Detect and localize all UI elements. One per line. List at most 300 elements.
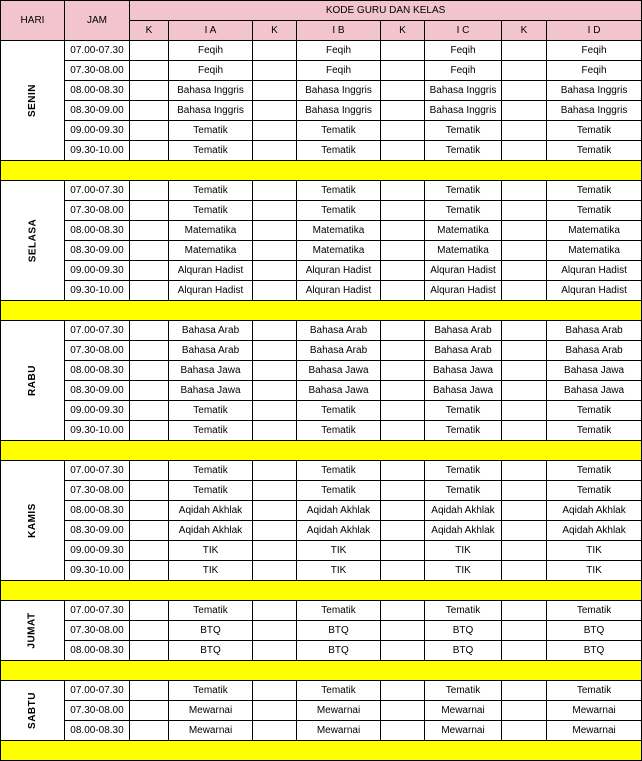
header-k: K [253, 21, 297, 41]
teacher-code-cell [130, 201, 169, 221]
teacher-code-cell [502, 601, 547, 621]
time-cell: 09.30-10.00 [65, 281, 130, 301]
table-row [1, 521, 642, 541]
teacher-code-cell [253, 541, 297, 561]
teacher-code-cell [253, 241, 297, 261]
teacher-code-cell [130, 681, 169, 701]
subject-cell: Alquran Hadist [547, 281, 642, 301]
teacher-code-cell [381, 621, 425, 641]
teacher-code-cell [381, 41, 425, 61]
separator-cell [1, 741, 642, 761]
teacher-code-cell [253, 601, 297, 621]
table-row [1, 61, 642, 81]
time-cell: 07.00-07.30 [65, 41, 130, 61]
subject-cell: Feqih [297, 61, 381, 81]
subject-cell: Alquran Hadist [425, 261, 502, 281]
time-cell: 09.00-09.30 [65, 261, 130, 281]
subject-cell: Tematik [169, 181, 253, 201]
teacher-code-cell [381, 481, 425, 501]
subject-cell: Tematik [547, 601, 642, 621]
day-cell [1, 601, 65, 661]
subject-cell: TIK [425, 541, 502, 561]
teacher-code-cell [130, 541, 169, 561]
subject-cell: Matematika [169, 241, 253, 261]
teacher-code-cell [253, 81, 297, 101]
table-row [1, 101, 642, 121]
teacher-code-cell [130, 221, 169, 241]
subject-cell: Tematik [297, 121, 381, 141]
subject-cell: TIK [297, 541, 381, 561]
subject-cell: Feqih [297, 41, 381, 61]
time-cell: 07.00-07.30 [65, 601, 130, 621]
subject-cell: Tematik [425, 421, 502, 441]
subject-cell: Bahasa Inggris [547, 101, 642, 121]
subject-cell: Tematik [169, 401, 253, 421]
subject-cell: Bahasa Inggris [169, 101, 253, 121]
day-separator [1, 301, 642, 321]
teacher-code-cell [130, 641, 169, 661]
teacher-code-cell [130, 281, 169, 301]
time-cell: 08.30-09.00 [65, 101, 130, 121]
time-cell: 09.00-09.30 [65, 401, 130, 421]
teacher-code-cell [381, 341, 425, 361]
teacher-code-cell [502, 481, 547, 501]
teacher-code-cell [381, 501, 425, 521]
separator-cell [1, 301, 642, 321]
separator-cell [1, 161, 642, 181]
teacher-code-cell [502, 341, 547, 361]
table-row [1, 201, 642, 221]
teacher-code-cell [130, 361, 169, 381]
teacher-code-cell [502, 141, 547, 161]
teacher-code-cell [253, 321, 297, 341]
teacher-code-cell [502, 721, 547, 741]
subject-cell: BTQ [297, 641, 381, 661]
subject-cell: Bahasa Inggris [425, 101, 502, 121]
subject-cell: TIK [547, 541, 642, 561]
teacher-code-cell [130, 621, 169, 641]
teacher-code-cell [502, 281, 547, 301]
teacher-code-cell [381, 361, 425, 381]
subject-cell: Feqih [169, 61, 253, 81]
table-row [1, 601, 642, 621]
teacher-code-cell [130, 261, 169, 281]
teacher-code-cell [253, 681, 297, 701]
teacher-code-cell [381, 321, 425, 341]
day-label: RABU [26, 365, 38, 396]
table-row [1, 81, 642, 101]
subject-cell: Mewarnai [425, 701, 502, 721]
subject-cell: Tematik [169, 201, 253, 221]
time-cell: 07.30-08.00 [65, 201, 130, 221]
subject-cell: Mewarnai [425, 721, 502, 741]
teacher-code-cell [381, 181, 425, 201]
day-separator [1, 581, 642, 601]
teacher-code-cell [502, 321, 547, 341]
subject-cell: Tematik [297, 141, 381, 161]
subject-cell: Tematik [547, 481, 642, 501]
subject-cell: BTQ [297, 621, 381, 641]
subject-cell: Tematik [425, 181, 502, 201]
teacher-code-cell [381, 61, 425, 81]
teacher-code-cell [502, 521, 547, 541]
time-cell: 08.00-08.30 [65, 221, 130, 241]
separator-cell [1, 661, 642, 681]
teacher-code-cell [502, 681, 547, 701]
subject-cell: Mewarnai [169, 701, 253, 721]
teacher-code-cell [130, 401, 169, 421]
subject-cell: Tematik [547, 421, 642, 441]
subject-cell: Aqidah Akhlak [297, 501, 381, 521]
subject-cell: Tematik [169, 601, 253, 621]
subject-cell: Mewarnai [547, 721, 642, 741]
subject-cell: Mewarnai [297, 701, 381, 721]
subject-cell: Bahasa Arab [297, 321, 381, 341]
teacher-code-cell [253, 421, 297, 441]
teacher-code-cell [253, 261, 297, 281]
teacher-code-cell [130, 141, 169, 161]
teacher-code-cell [381, 521, 425, 541]
subject-cell: Bahasa Jawa [547, 381, 642, 401]
teacher-code-cell [253, 641, 297, 661]
subject-cell: Feqih [425, 61, 502, 81]
teacher-code-cell [502, 221, 547, 241]
teacher-code-cell [130, 561, 169, 581]
teacher-code-cell [253, 721, 297, 741]
subject-cell: Bahasa Jawa [425, 381, 502, 401]
time-cell: 08.00-08.30 [65, 641, 130, 661]
teacher-code-cell [253, 701, 297, 721]
teacher-code-cell [130, 461, 169, 481]
subject-cell: Tematik [547, 201, 642, 221]
subject-cell: Tematik [425, 461, 502, 481]
subject-cell: BTQ [169, 641, 253, 661]
teacher-code-cell [381, 221, 425, 241]
teacher-code-cell [502, 121, 547, 141]
teacher-code-cell [130, 481, 169, 501]
teacher-code-cell [502, 181, 547, 201]
table-row [1, 381, 642, 401]
subject-cell: Bahasa Arab [169, 321, 253, 341]
teacher-code-cell [253, 41, 297, 61]
subject-cell: Feqih [547, 41, 642, 61]
subject-cell: Bahasa Jawa [297, 381, 381, 401]
teacher-code-cell [502, 381, 547, 401]
subject-cell: Matematika [547, 221, 642, 241]
teacher-code-cell [502, 641, 547, 661]
day-label: JUMAT [26, 612, 38, 649]
teacher-code-cell [130, 101, 169, 121]
subject-cell: Matematika [425, 241, 502, 261]
teacher-code-cell [253, 621, 297, 641]
header-kode-guru-dan-kelas: KODE GURU DAN KELAS [130, 1, 642, 21]
teacher-code-cell [502, 561, 547, 581]
subject-cell: BTQ [425, 621, 502, 641]
teacher-code-cell [502, 541, 547, 561]
teacher-code-cell [502, 81, 547, 101]
subject-cell: Tematik [297, 181, 381, 201]
subject-cell: Tematik [425, 121, 502, 141]
teacher-code-cell [381, 701, 425, 721]
subject-cell: TIK [297, 561, 381, 581]
teacher-code-cell [502, 361, 547, 381]
teacher-code-cell [253, 381, 297, 401]
day-cell [1, 41, 65, 161]
subject-cell: Tematik [547, 681, 642, 701]
day-separator [1, 661, 642, 681]
teacher-code-cell [130, 521, 169, 541]
schedule-body [1, 41, 642, 761]
table-row [1, 481, 642, 501]
teacher-code-cell [381, 461, 425, 481]
subject-cell: Tematik [297, 681, 381, 701]
subject-cell: Matematika [297, 221, 381, 241]
subject-cell: Tematik [169, 461, 253, 481]
time-cell: 09.30-10.00 [65, 421, 130, 441]
teacher-code-cell [502, 421, 547, 441]
subject-cell: Aqidah Akhlak [425, 501, 502, 521]
header-jam: JAM [65, 1, 130, 41]
teacher-code-cell [381, 721, 425, 741]
time-cell: 07.30-08.00 [65, 701, 130, 721]
subject-cell: Tematik [169, 681, 253, 701]
teacher-code-cell [381, 141, 425, 161]
time-cell: 07.30-08.00 [65, 61, 130, 81]
teacher-code-cell [381, 101, 425, 121]
header-hari: HARI [1, 1, 65, 41]
teacher-code-cell [381, 561, 425, 581]
subject-cell: Tematik [547, 141, 642, 161]
subject-cell: TIK [169, 541, 253, 561]
subject-cell: Mewarnai [297, 721, 381, 741]
subject-cell: Aqidah Akhlak [425, 521, 502, 541]
subject-cell: Mewarnai [169, 721, 253, 741]
header-class: I C [425, 21, 502, 41]
table-row [1, 701, 642, 721]
teacher-code-cell [253, 141, 297, 161]
time-cell: 08.00-08.30 [65, 361, 130, 381]
header-class: I B [297, 21, 381, 41]
teacher-code-cell [381, 421, 425, 441]
teacher-code-cell [502, 261, 547, 281]
teacher-code-cell [253, 521, 297, 541]
teacher-code-cell [381, 241, 425, 261]
teacher-code-cell [130, 241, 169, 261]
time-cell: 08.00-08.30 [65, 721, 130, 741]
teacher-code-cell [381, 121, 425, 141]
teacher-code-cell [130, 181, 169, 201]
table-row [1, 641, 642, 661]
subject-cell: Tematik [425, 601, 502, 621]
subject-cell: Tematik [169, 121, 253, 141]
table-row [1, 321, 642, 341]
subject-cell: BTQ [169, 621, 253, 641]
subject-cell: BTQ [547, 641, 642, 661]
teacher-code-cell [253, 561, 297, 581]
subject-cell: Matematika [297, 241, 381, 261]
day-cell [1, 181, 65, 301]
day-label: SENIN [27, 83, 38, 118]
teacher-code-cell [381, 381, 425, 401]
table-row [1, 461, 642, 481]
teacher-code-cell [381, 201, 425, 221]
teacher-code-cell [253, 121, 297, 141]
teacher-code-cell [130, 41, 169, 61]
day-separator [1, 161, 642, 181]
teacher-code-cell [502, 401, 547, 421]
subject-cell: Alquran Hadist [169, 281, 253, 301]
day-cell [1, 461, 65, 581]
table-row [1, 721, 642, 741]
table-row [1, 501, 642, 521]
subject-cell: Bahasa Arab [547, 341, 642, 361]
day-label: SABTU [26, 692, 38, 729]
teacher-code-cell [130, 321, 169, 341]
subject-cell: Tematik [425, 201, 502, 221]
time-cell: 07.30-08.00 [65, 481, 130, 501]
subject-cell: Bahasa Arab [425, 341, 502, 361]
day-separator [1, 741, 642, 761]
teacher-code-cell [253, 101, 297, 121]
teacher-code-cell [130, 501, 169, 521]
time-cell: 07.30-08.00 [65, 341, 130, 361]
subject-cell: Matematika [547, 241, 642, 261]
day-label: KAMIS [26, 503, 38, 538]
time-cell: 09.30-10.00 [65, 141, 130, 161]
subject-cell: Alquran Hadist [547, 261, 642, 281]
teacher-code-cell [381, 281, 425, 301]
header-class: I D [547, 21, 642, 41]
time-cell: 08.30-09.00 [65, 381, 130, 401]
teacher-code-cell [502, 701, 547, 721]
table-row [1, 621, 642, 641]
subject-cell: Tematik [297, 421, 381, 441]
subject-cell: Matematika [169, 221, 253, 241]
time-cell: 08.30-09.00 [65, 521, 130, 541]
teacher-code-cell [253, 501, 297, 521]
subject-cell: TIK [547, 561, 642, 581]
subject-cell: TIK [425, 561, 502, 581]
subject-cell: Tematik [547, 181, 642, 201]
subject-cell: Tematik [425, 481, 502, 501]
teacher-code-cell [502, 201, 547, 221]
header-k: K [130, 21, 169, 41]
teacher-code-cell [502, 41, 547, 61]
subject-cell: Bahasa Inggris [547, 81, 642, 101]
subject-cell: Bahasa Arab [547, 321, 642, 341]
time-cell: 07.00-07.30 [65, 181, 130, 201]
table-row [1, 141, 642, 161]
subject-cell: Tematik [169, 481, 253, 501]
subject-cell: TIK [169, 561, 253, 581]
day-label: SELASA [27, 218, 38, 263]
day-separator [1, 441, 642, 461]
teacher-code-cell [130, 701, 169, 721]
subject-cell: Bahasa Jawa [547, 361, 642, 381]
teacher-code-cell [130, 81, 169, 101]
subject-cell: Tematik [297, 461, 381, 481]
teacher-code-cell [253, 361, 297, 381]
subject-cell: Bahasa Jawa [169, 361, 253, 381]
subject-cell: Bahasa Jawa [169, 381, 253, 401]
teacher-code-cell [130, 121, 169, 141]
teacher-code-cell [253, 61, 297, 81]
subject-cell: Tematik [297, 481, 381, 501]
time-cell: 08.30-09.00 [65, 241, 130, 261]
separator-cell [1, 441, 642, 461]
teacher-code-cell [253, 221, 297, 241]
subject-cell: Alquran Hadist [297, 261, 381, 281]
subject-cell: Bahasa Inggris [169, 81, 253, 101]
subject-cell: Tematik [297, 601, 381, 621]
teacher-code-cell [381, 541, 425, 561]
subject-cell: Aqidah Akhlak [169, 501, 253, 521]
time-cell: 07.00-07.30 [65, 461, 130, 481]
time-cell: 09.00-09.30 [65, 541, 130, 561]
time-cell: 09.00-09.30 [65, 121, 130, 141]
subject-cell: Bahasa Jawa [425, 361, 502, 381]
teacher-code-cell [130, 381, 169, 401]
table-row [1, 241, 642, 261]
day-cell [1, 681, 65, 741]
teacher-code-cell [253, 461, 297, 481]
subject-cell: Bahasa Arab [297, 341, 381, 361]
subject-cell: Aqidah Akhlak [297, 521, 381, 541]
subject-cell: Bahasa Arab [425, 321, 502, 341]
header-k: K [381, 21, 425, 41]
teacher-code-cell [381, 81, 425, 101]
teacher-code-cell [130, 61, 169, 81]
teacher-code-cell [130, 341, 169, 361]
subject-cell: Matematika [425, 221, 502, 241]
subject-cell: Tematik [297, 201, 381, 221]
subject-cell: BTQ [547, 621, 642, 641]
table-row [1, 181, 642, 201]
table-row [1, 41, 642, 61]
subject-cell: Aqidah Akhlak [547, 501, 642, 521]
teacher-code-cell [253, 181, 297, 201]
time-cell: 09.30-10.00 [65, 561, 130, 581]
teacher-code-cell [381, 261, 425, 281]
subject-cell: Mewarnai [547, 701, 642, 721]
subject-cell: Bahasa Inggris [297, 81, 381, 101]
teacher-code-cell [253, 341, 297, 361]
teacher-code-cell [381, 401, 425, 421]
subject-cell: Tematik [425, 401, 502, 421]
teacher-code-cell [381, 641, 425, 661]
table-row [1, 401, 642, 421]
teacher-code-cell [502, 461, 547, 481]
header-k: K [502, 21, 547, 41]
header-class: I A [169, 21, 253, 41]
subject-cell: Tematik [425, 141, 502, 161]
subject-cell: Tematik [297, 401, 381, 421]
table-row [1, 121, 642, 141]
subject-cell: Feqih [425, 41, 502, 61]
table-row [1, 681, 642, 701]
subject-cell: Aqidah Akhlak [169, 521, 253, 541]
subject-cell: Tematik [169, 421, 253, 441]
teacher-code-cell [253, 481, 297, 501]
teacher-code-cell [130, 421, 169, 441]
subject-cell: Bahasa Inggris [425, 81, 502, 101]
teacher-code-cell [253, 401, 297, 421]
time-cell: 07.00-07.30 [65, 681, 130, 701]
teacher-code-cell [253, 201, 297, 221]
teacher-code-cell [253, 281, 297, 301]
teacher-code-cell [502, 61, 547, 81]
subject-cell: Alquran Hadist [425, 281, 502, 301]
